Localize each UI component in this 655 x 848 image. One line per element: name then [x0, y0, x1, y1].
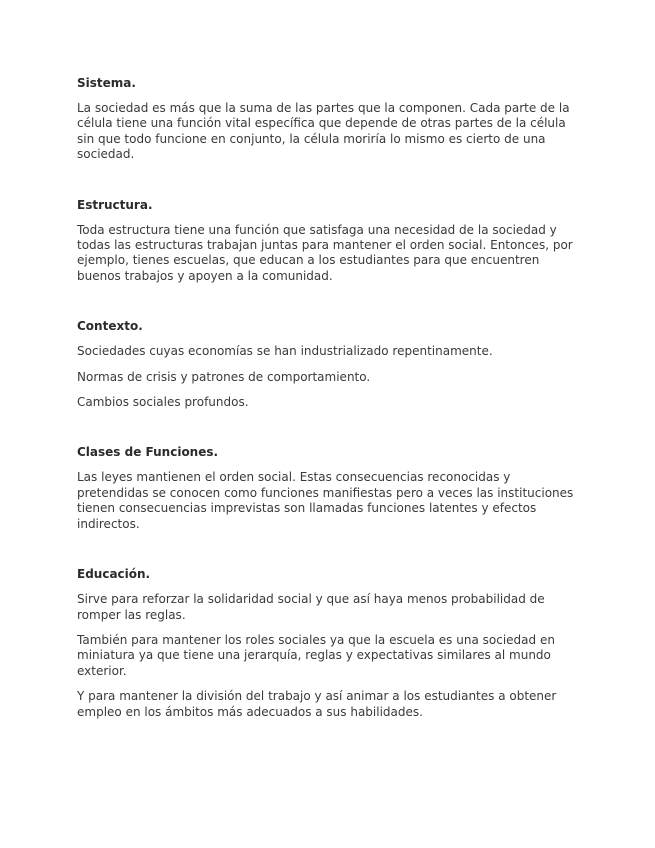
section-heading: Contexto. [77, 319, 143, 334]
section-paragraph: Sociedades cuyas economías se han industrializado repentinamente. [77, 344, 493, 359]
document-page [77, 76, 582, 755]
section-heading: Educación. [77, 567, 151, 582]
section-heading: Clases de Funciones. [77, 445, 219, 460]
section-paragraph: Y para mantener la división del trabajo y así animar a los estudiantes a obtener empleo en los ámbitos más adecuados a sus habilidades. [77, 689, 557, 719]
section-paragraph: La sociedad es más que la suma de las partes que la componen. Cada parte de la célula tiene una función vital específica que depende de otras partes de la célula sin que todo funcione en conjunto, la célula moriría lo mismo es cierto de una sociedad. [77, 101, 570, 162]
section-contexto [77, 319, 582, 410]
section-heading: Estructura. [77, 197, 153, 212]
section-educacion [77, 567, 582, 720]
section-paragraph: Las leyes mantienen el orden social. Estas consecuencias reconocidas y pretendidas se conocen como funciones manifiestas pero a veces las instituciones tienen consecuencias imprevistas son llamadas funciones latentes y efectos indirectos. [77, 470, 574, 531]
section-estructura [77, 198, 582, 285]
section-sistema [77, 76, 582, 163]
section-heading: Sistema. [77, 76, 136, 90]
section-paragraph: Cambios sociales profundos. [77, 395, 249, 410]
section-paragraph: Normas de crisis y patrones de comportamiento. [77, 369, 371, 384]
section-clases-de-funciones [77, 445, 582, 532]
section-paragraph: Toda estructura tiene una función que satisfaga una necesidad de la sociedad y todas las estructuras trabajan juntas para mantener el orden social. Entonces, por ejemplo, tienes escuelas, que educan a los estudiantes para que encuentren buenos trabajos y apoyen a la comunidad. [77, 222, 573, 283]
section-paragraph: Sirve para reforzar la solidaridad social y que así haya menos probabilidad de romper las reglas. [77, 592, 545, 622]
section-paragraph: También para mantener los roles sociales ya que la escuela es una sociedad en miniatura ya que tiene una jerarquía, reglas y expectativas similares al mundo exterior. [77, 632, 555, 678]
